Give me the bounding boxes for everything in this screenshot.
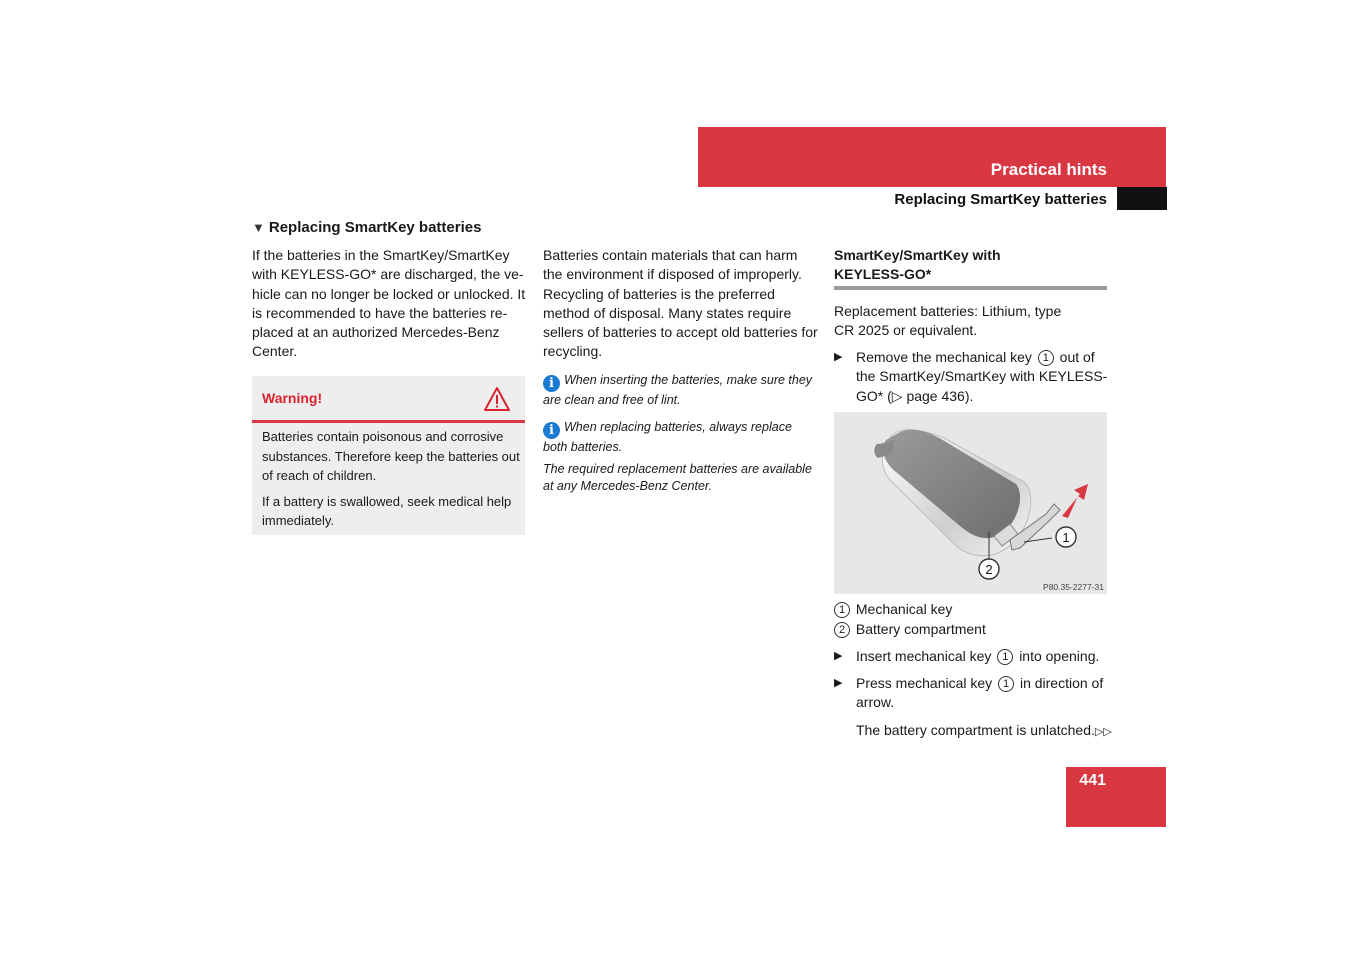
result-text-content: The battery compartment is unlatched.	[856, 722, 1095, 738]
legend-item-1	[834, 600, 1109, 619]
svg-text:1: 1	[1062, 530, 1070, 545]
figure-code: P80.35-2277-31	[1043, 582, 1104, 592]
step3-text-b: in direction of arrow.	[856, 675, 1104, 711]
replacement-line-1: Replacement batteries: Lithium, type	[834, 303, 1062, 319]
smartkey-illustration	[834, 412, 1107, 594]
callout-1-icon: 1	[834, 602, 850, 618]
step2-text-a: Insert mechanical key	[856, 648, 992, 664]
replacement-batteries-text	[834, 302, 1109, 341]
chapter-title: Practical hints	[990, 160, 1107, 179]
callout-1-icon: 1	[998, 676, 1014, 692]
warning-paragraph-1: Batteries contain poisonous and corrosive substances. Therefore keep the batteries out of reach of children.	[262, 429, 520, 483]
step-insert-key-text	[856, 647, 1109, 666]
callout-2-icon: 2	[834, 622, 850, 638]
legend-1-text: Mechanical key	[855, 601, 953, 617]
intro-paragraph: If the batteries in the SmartKey/SmartKey with KEYLESS-GO* are discharged, the ve-hicle can no longer be locked or unlocked. It is recommended to have the batteries re-placed at an authorized Mercedes-Benz Center.	[252, 247, 526, 360]
section-tab-marker	[1117, 187, 1167, 210]
smartkey-figure	[834, 412, 1107, 594]
page-heading-text: Replacing SmartKey batteries	[268, 219, 482, 236]
figure-legend	[834, 600, 1109, 640]
page-reference[interactable]: page 436	[906, 387, 965, 404]
info-icon: i	[543, 422, 560, 439]
warning-paragraph-2: If a battery is swallowed, seek medical help immediately.	[262, 493, 512, 528]
triangle-down-icon: ▼	[252, 220, 265, 235]
bullet-arrow-icon: ▶	[834, 351, 843, 363]
step2-text-b: into opening.	[1019, 648, 1100, 664]
warning-body	[262, 427, 520, 537]
step3-text-a: Press mechanical key	[856, 675, 993, 691]
subsection-heading	[834, 246, 1107, 284]
subsection-heading-line2: KEYLESS-GO*	[834, 266, 932, 282]
info-icon: i	[543, 375, 560, 392]
result-text	[856, 721, 1136, 742]
info-note-3: The required replacement batteries are available at any Mercedes-Benz Center.	[543, 462, 812, 493]
warning-header	[252, 376, 525, 423]
warning-title: Warning!	[262, 390, 323, 406]
section-title: Replacing SmartKey batteries	[894, 191, 1107, 208]
bullet-arrow-icon: ▶	[834, 677, 843, 689]
step1-text-c: ).	[964, 387, 974, 404]
subsection-heading-line1: SmartKey/SmartKey with	[834, 247, 1001, 263]
step1-text-a: Remove the mechanical key	[856, 349, 1032, 365]
callout-1-icon: 1	[1038, 350, 1054, 366]
page-heading	[252, 219, 481, 236]
bullet-arrow-icon: ▶	[834, 650, 843, 662]
step1-text-b: out of the SmartKey/SmartKey with KEYLESS-GO* (	[856, 349, 1108, 404]
legend-item-2	[834, 620, 1109, 639]
info-note-2	[543, 419, 818, 456]
subsection-rule	[834, 286, 1107, 290]
page-ref-arrow-icon: ▷	[891, 387, 907, 404]
warning-triangle-icon	[483, 386, 511, 412]
page-number: 441	[1079, 772, 1106, 789]
recycling-paragraph: Batteries contain materials that can harm the environment if disposed of improperly. Recycling of batteries is the preferred method of disposal. Many states require sellers of batteries to accept old batteries for recycling.	[543, 247, 818, 360]
info-note-1	[543, 372, 818, 409]
info-note-2-text: When replacing batteries, always replace both batteries.	[543, 420, 792, 454]
warning-box	[252, 376, 525, 535]
continued-arrows-icon: ▷▷	[1094, 726, 1112, 738]
callout-1-icon: 1	[997, 649, 1013, 665]
replacement-line-2: CR 2025 or equivalent.	[834, 322, 978, 339]
info-note-1-text: When inserting the batteries, make sure they are clean and free of lint.	[543, 373, 813, 407]
legend-2-text: Battery compartment	[855, 621, 986, 638]
step-remove-key-text	[856, 348, 1109, 406]
svg-text:2: 2	[985, 562, 993, 577]
step-press-key-text	[856, 674, 1109, 713]
